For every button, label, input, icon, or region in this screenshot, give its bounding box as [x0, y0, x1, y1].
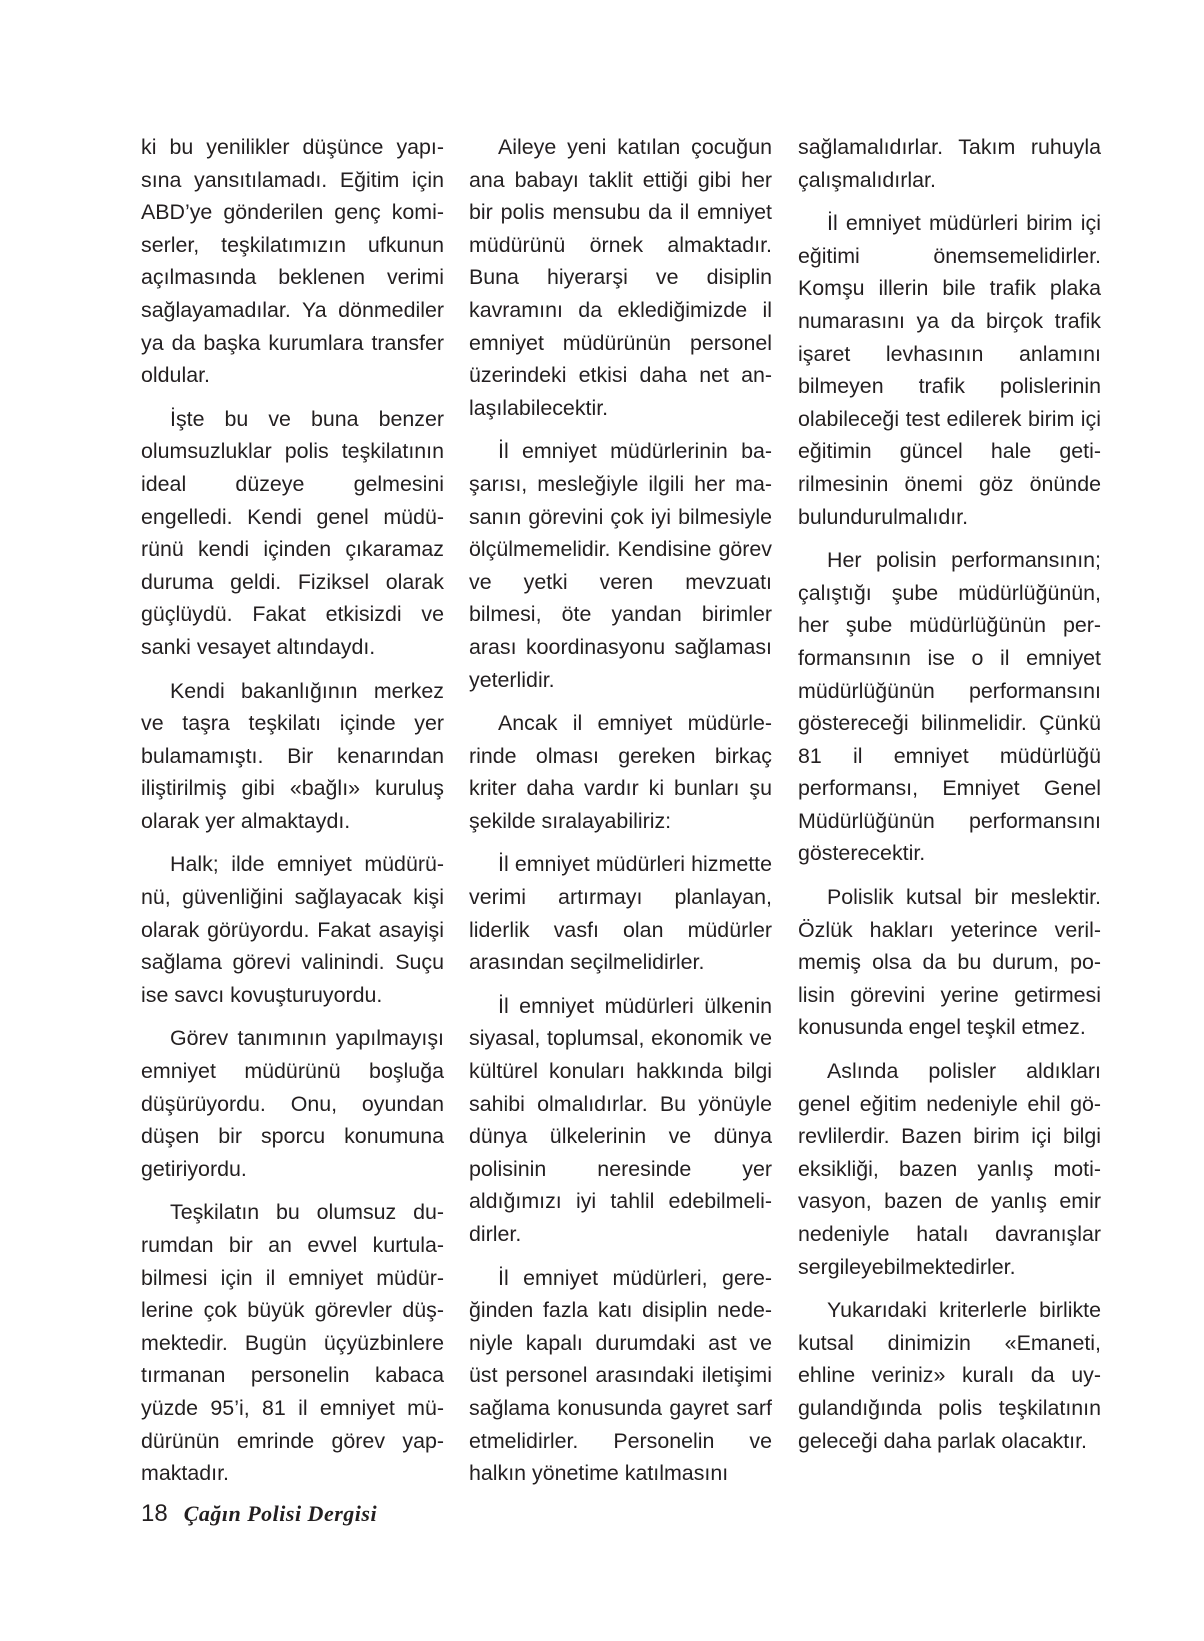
paragraph: Aslında polisler aldıkları genel eğitim nedeniyle ehil görevlilerdir. Bazen birim içi bilgi eksikliği, bazen yanlış motivasyon, bazen de yanlış emir nedeniyle hatalı davranışlar sergileyebilmektedirler.: [798, 1059, 1101, 1279]
paragraph: sağlamalıdırlar. Takım ruhuyla çalışmalıdırlar.: [798, 135, 1101, 192]
page-number: 18: [141, 1500, 168, 1527]
paragraph: Ancak il emniyet müdürlerinde olması gereken birkaç kriter daha vardır ki bunları şu şekilde sıralayabiliriz:: [469, 711, 772, 833]
paragraph: İl emniyet müdürleri hizmette verimi artırmayı planlayan, liderlik vasfı olan müdürler arasından seçilmelidirler.: [469, 852, 772, 975]
paragraph: Her polisin performansının; çalıştığı şube müdürlüğünün, her şube müdürlüğünün performansının ise o il emniyet müdürlüğünün performansını göstereceği bilinmelidir. Çünkü 81 il emniyet müdürlüğü performansı, Emniyet Genel Müdürlüğünün performansını gösterecektir.: [798, 548, 1101, 866]
page-footer: [141, 1500, 377, 1534]
text-column-3: [798, 131, 1101, 1468]
paragraph: İl emniyet müdürleri birim içi eğitimi önemsemelidirler. Komşu illerin bile trafik plaka numarasını ya da birçok trafik işaret levhasının anlamını bilmeyen trafik polislerinin olabileceği test edilerek birim içi eğitimin güncel hale getirilmesinin önemi göz önünde bulundurulmalıdır.: [798, 211, 1101, 529]
text-column-2: [469, 131, 772, 1501]
paragraph: İşte bu ve buna benzer olumsuzluklar polis teşkilatının ideal düzeye gelmesini engelledi. Kendi genel müdürünü kendi içinden çıkaramaz duruma geldi. Fiziksel olarak güçlüydü. Fakat etkisizdi ve sanki vesayet altındaydı.: [141, 406, 444, 659]
magazine-title: Çağın Polisi Dergisi: [183, 1501, 378, 1526]
paragraph: İl emniyet müdürleri ülkenin siyasal, toplumsal, ekonomik ve kültürel konuları hakkında bilgi sahibi olmalıdırlar. Bu yönüyle dünya ülkelerinin ve dünya polisinin neresinde yer aldığımızı iyi tahlil edebilmelidirler.: [469, 993, 772, 1246]
paragraph: Teşkilatın bu olumsuz durumdan bir an evvel kurtulabilmesi için il emniyet müdürlerine çok büyük görevler düşmektedir. Bugün üçyüzbinlere tırmanan personelin kabaca yüzde 95’i, 81 il emniyet müdürünün emrinde görev yapmaktadır.: [141, 1200, 444, 1486]
paragraph: Yukarıdaki kriterlerle birlikte kutsal dinimizin «Emaneti, ehline veriniz» kuralı da uygulandığında polis teşkilatının geleceği daha parlak olacaktır.: [798, 1298, 1101, 1453]
paragraph: İl emniyet müdürleri, gereğinden fazla katı disiplin nedeniyle kapalı durumdaki ast ve üst personel arasındaki iletişimi sağlama konusunda gayret sarf etmelidirler. Personelin ve halkın yönetime katılmasını: [469, 1265, 772, 1486]
paragraph: Görev tanımının yapılmayışı emniyet müdürünü boşluğa düşürüyordu. Onu, oyundan düşen bir sporcu konumuna getiriyordu.: [141, 1026, 444, 1181]
text-column-1: [141, 131, 444, 1501]
paragraph: Halk; ilde emniyet müdürünü, güvenliğini sağlayacak kişi olarak görüyordu. Fakat asayişi sağlama görevi valinindi. Suçu ise savcı kovuşturuyordu.: [141, 852, 444, 1007]
paragraph: ki bu yenilikler düşünce yapısına yansıtılamadı. Eğitim için ABD’ye gönderilen genç komiserler, teşkilatımızın ufkunun açılmasında beklenen verimi sağlayamadılar. Ya dönmediler ya da başka kurumlara transfer oldular.: [141, 135, 444, 388]
paragraph: İl emniyet müdürlerinin başarısı, mesleğiyle ilgili her masanın görevini çok iyi bilmesiyle ölçülmemelidir. Kendisine görev ve yetki veren mevzuatı bilmesi, öte yandan birimler arası koordinasyonu sağlaması yeterlidir.: [469, 439, 772, 692]
paragraph: Aileye yeni katılan çocuğun ana babayı taklit ettiği gibi her bir polis mensubu da il emniyet müdürünü örnek almaktadır. Buna hiyerarşi ve disiplin kavramını da eklediğimizde il emniyet müdürünün personel üzerindeki etkisi daha net anlaşılabilecektir.: [469, 135, 772, 420]
paragraph: Polislik kutsal bir meslektir. Özlük hakları yeterince verilmemiş olsa da bu durum, polisin görevini yerine getirmesi konusunda engel teşkil etmez.: [798, 885, 1101, 1040]
paragraph: Kendi bakanlığının merkez ve taşra teşkilatı içinde yer bulamamıştı. Bir kenarından iliştirilmiş gibi «bağlı» kuruluş olarak yer almaktaydı.: [141, 678, 444, 833]
